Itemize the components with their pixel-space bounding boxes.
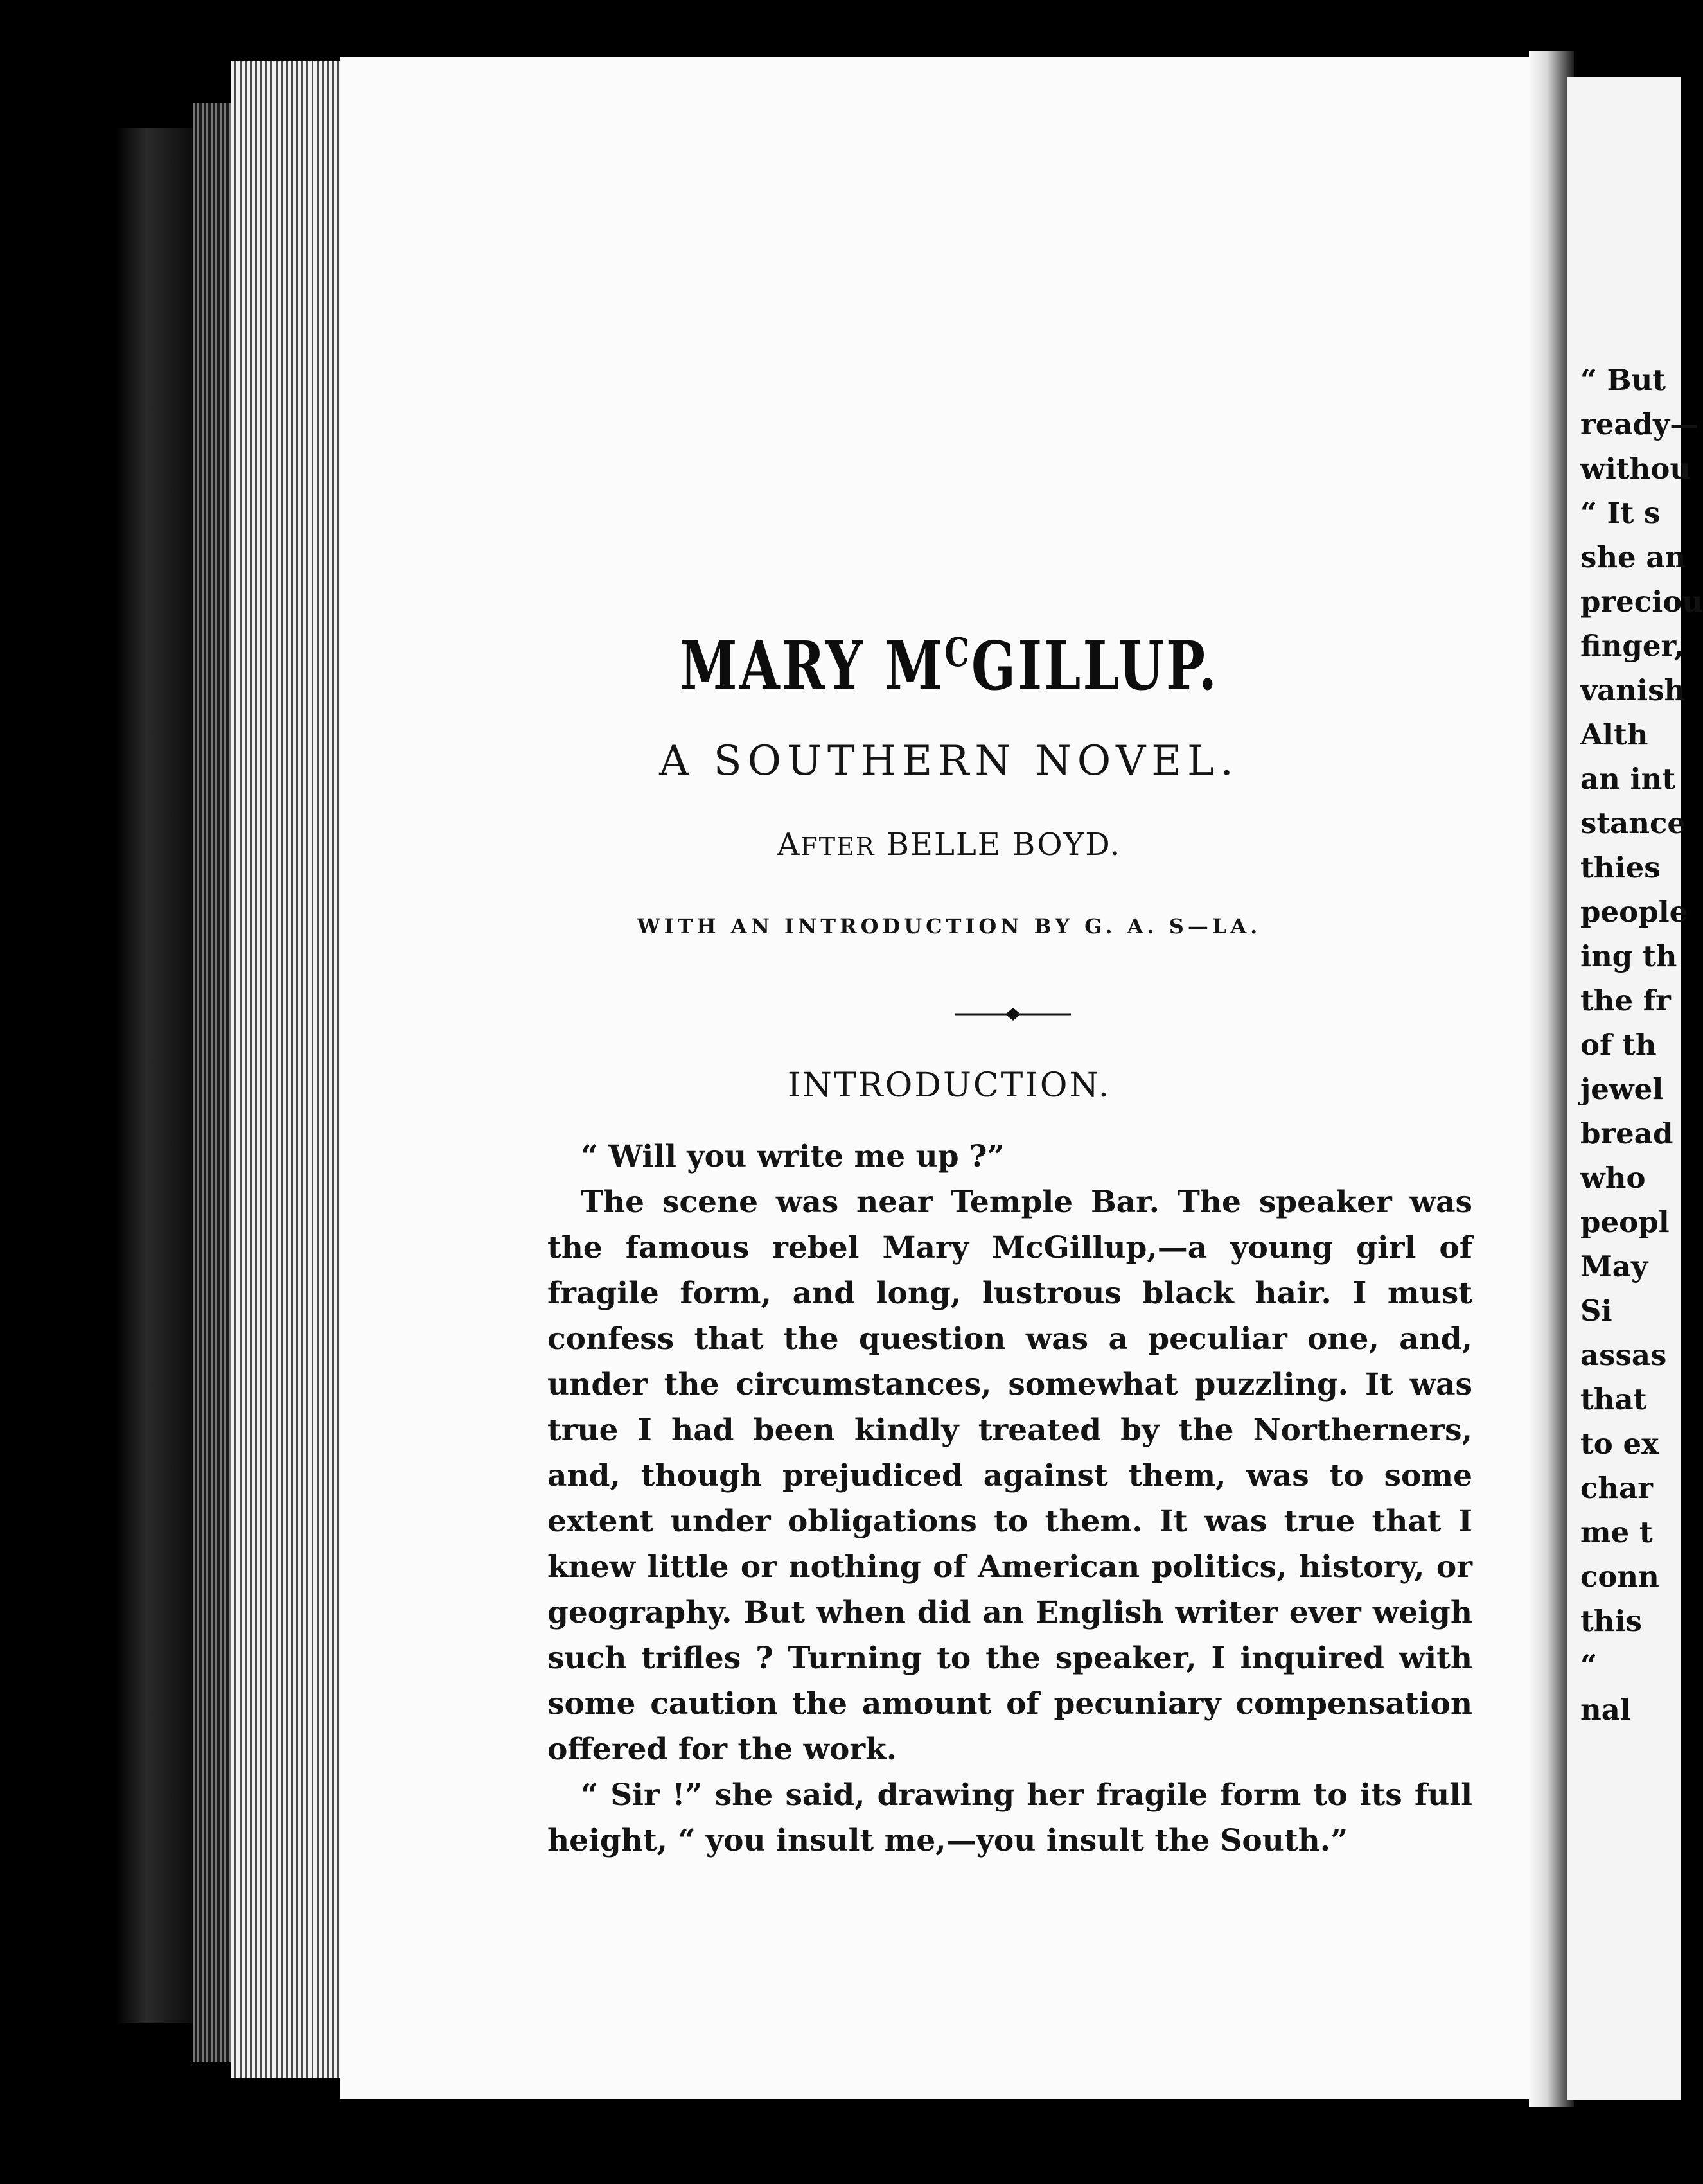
- facing-line: “: [1580, 1648, 1597, 1682]
- facing-line: who: [1580, 1161, 1646, 1195]
- facing-line: finger,: [1580, 629, 1684, 663]
- facing-line: char: [1580, 1471, 1653, 1505]
- facing-line: Si: [1580, 1294, 1612, 1328]
- book-subtitle: A SOUTHERN NOVEL.: [659, 737, 1239, 785]
- facing-line: withou: [1580, 452, 1691, 486]
- introduction-byline: WITH AN INTRODUCTION BY G. A. S—LA.: [637, 914, 1262, 938]
- facing-line: nal: [1580, 1693, 1631, 1727]
- facing-line: jewel: [1580, 1072, 1664, 1106]
- paragraph: “ Will you write me up ?”: [581, 1139, 1005, 1174]
- ornamental-rule: [955, 1007, 1071, 1022]
- book-spine-shadow: [116, 128, 193, 2023]
- facing-line: me t: [1580, 1515, 1653, 1549]
- after-smallcaps: FTER: [800, 832, 876, 861]
- facing-line: an int: [1580, 762, 1676, 796]
- title-rest: GILLUP.: [971, 626, 1219, 705]
- facing-line: that: [1580, 1382, 1647, 1416]
- facing-line: peopl: [1580, 1205, 1670, 1239]
- after-line: [340, 827, 1558, 863]
- facing-line: assas: [1580, 1338, 1667, 1372]
- facing-line: May: [1580, 1249, 1648, 1283]
- body-text: [547, 1134, 1472, 1863]
- facing-line: “ It s: [1580, 496, 1661, 530]
- facing-line: ing th: [1580, 939, 1677, 973]
- book-title: [474, 626, 1424, 705]
- paragraph: The scene was near Temple Bar. The speaker was the famous rebel Mary McGillup,—a young girl of fragile form, and long, lustrous black hair. I must confess that the question was a peculiar one, and, under the circumstances, somewhat puzzling. It was true I had been kindly treated by the Northerners, and, though prejudiced against them, was to some extent under obligations to them. It was true that I knew little or nothing of American politics, history, or geography. But when did an English writer ever weigh such trifles ? Turning to the speaker, I inquired with some caution the amount of pecuniary compensation offered for the work.: [547, 1184, 1472, 1767]
- facing-line: thies: [1580, 850, 1661, 885]
- facing-line: stance: [1580, 806, 1686, 840]
- facing-line: this: [1580, 1604, 1642, 1638]
- facing-line: Alth: [1580, 718, 1648, 752]
- facing-line: bread: [1580, 1116, 1673, 1150]
- paragraph: “ Sir !” she said, drawing her fragile form to its full height, “ you insult me,—you insult the South.”: [547, 1777, 1472, 1858]
- title-main: MARY M: [679, 626, 945, 705]
- page-edges: [231, 61, 347, 2078]
- facing-line: “ But: [1580, 363, 1666, 397]
- after-name: BELLE BOYD.: [875, 827, 1122, 863]
- facing-line: ready—: [1580, 407, 1699, 441]
- diamond-ornament-icon: [1005, 1008, 1021, 1021]
- facing-line: vanish: [1580, 673, 1686, 707]
- facing-line: conn: [1580, 1560, 1659, 1594]
- after-initial: A: [777, 827, 801, 863]
- facing-line: to ex: [1580, 1427, 1659, 1461]
- title-superscript: C: [944, 629, 971, 676]
- facing-line: people: [1580, 895, 1688, 929]
- facing-line: the fr: [1580, 983, 1671, 1017]
- facing-line: of th: [1580, 1028, 1657, 1062]
- facing-line: preciou: [1580, 585, 1703, 619]
- section-heading: INTRODUCTION.: [787, 1066, 1111, 1105]
- facing-line: she an: [1580, 540, 1686, 574]
